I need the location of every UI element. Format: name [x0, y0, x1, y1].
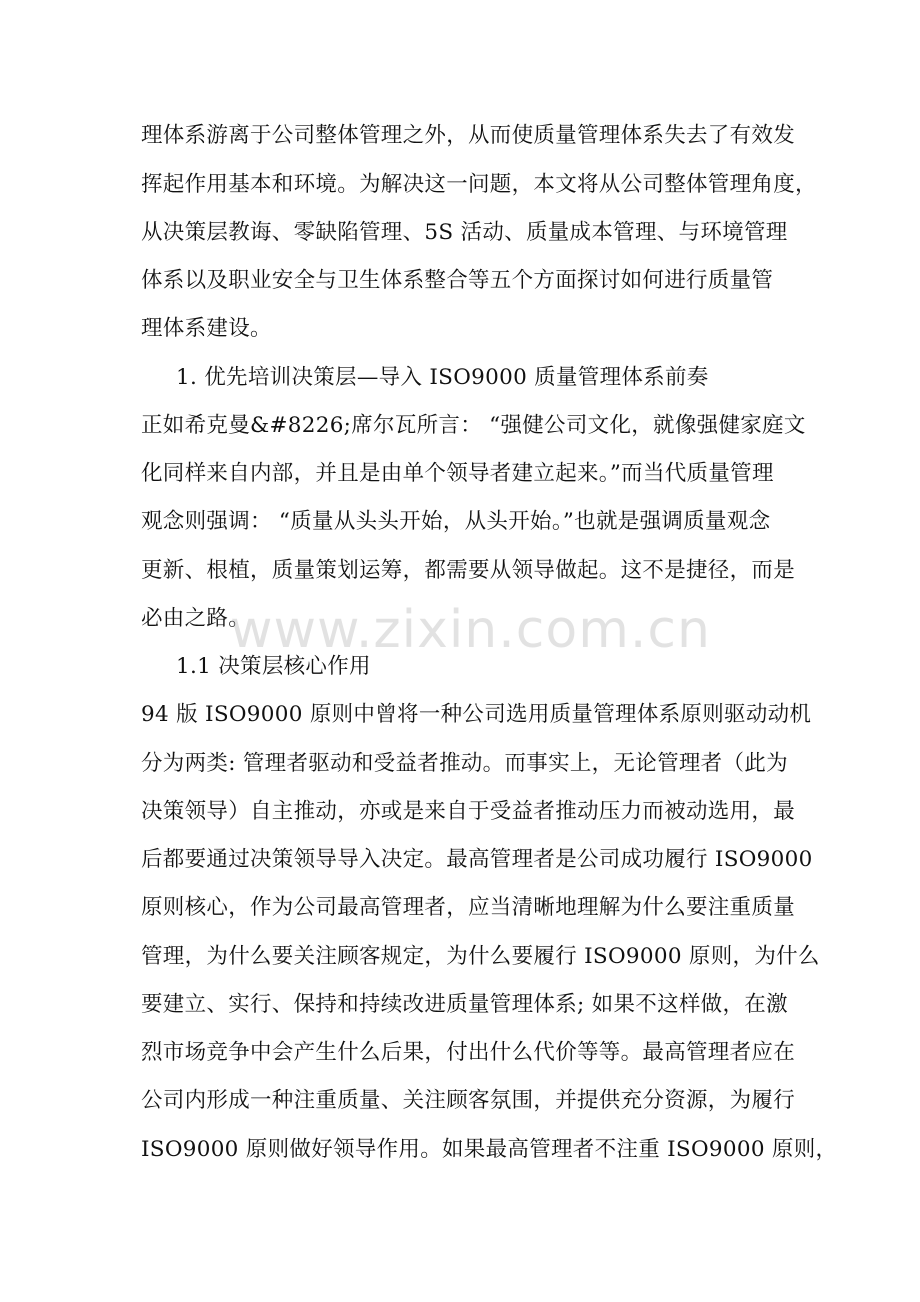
paragraph-line: 理体系游离于公司整体管理之外，从而使质量管理体系失去了有效发: [141, 123, 796, 148]
paragraph-line: 化同样来自内部，并且是由单个领导者建立起来。”而当代质量管理: [141, 461, 774, 486]
subsection-heading: 1.1 决策层核心作用: [176, 654, 371, 679]
paragraph-line: 从决策层教诲、零缺陷管理、5S 活动、质量成本管理、与环境管理: [141, 220, 788, 245]
paragraph-line: 要建立、实行、保持和持续改进质量管理体系; 如果不这样做，在激: [141, 992, 788, 1017]
paragraph-line: 理体系建设。: [141, 316, 272, 341]
paragraph-line: 正如希克曼&#8226;席尔瓦所言： “强健公司文化，就像强健家庭文: [141, 413, 806, 438]
paragraph-line: 烈市场竞争中会产生什么后果，付出什么代价等等。最高管理者应在: [141, 1040, 796, 1065]
paragraph-line: 必由之路。: [141, 606, 251, 631]
paragraph-line: 管理，为什么要关注顾客规定，为什么要履行 ISO9000 原则，为什么: [141, 944, 820, 969]
paragraph-line: 公司内形成一种注重质量、关注顾客氛围，并提供充分资源，为履行: [141, 1088, 796, 1113]
section-heading: 1. 优先培训决策层—导入 ISO9000 质量管理体系前奏: [176, 365, 709, 390]
paragraph-line: 原则核心，作为公司最高管理者，应当清晰地理解为什么要注重质量: [141, 895, 796, 920]
paragraph-line: 观念则强调： “质量从头头开始，从头开始。”也就是强调质量观念: [141, 509, 771, 534]
paragraph-line: 挥起作用基本和环境。为解决这一问题，本文将从公司整体管理角度，: [141, 172, 817, 197]
paragraph-line: 94 版 ISO9000 原则中曾将一种公司选用质量管理体系原则驱动动机: [141, 702, 812, 727]
watermark: www.zixin.com.cn: [230, 600, 711, 660]
paragraph-line: 后都要通过决策领导导入决定。最高管理者是公司成功履行 ISO9000: [141, 847, 813, 872]
paragraph-line: 分为两类: 管理者驱动和受益者推动。而事实上，无论管理者（此为: [141, 751, 788, 776]
paragraph-line: 更新、根植，质量策划运筹，都需要从领导做起。这不是捷径，而是: [141, 558, 796, 583]
paragraph-line: 决策领导）自主推动，亦或是来自于受益者推动压力而被动选用，最: [141, 799, 796, 824]
paragraph-line: 体系以及职业安全与卫生体系整合等五个方面探讨如何进行质量管: [141, 268, 774, 293]
paragraph-line: ISO9000 原则做好领导作用。如果最高管理者不注重 ISO9000 原则，: [141, 1137, 838, 1162]
